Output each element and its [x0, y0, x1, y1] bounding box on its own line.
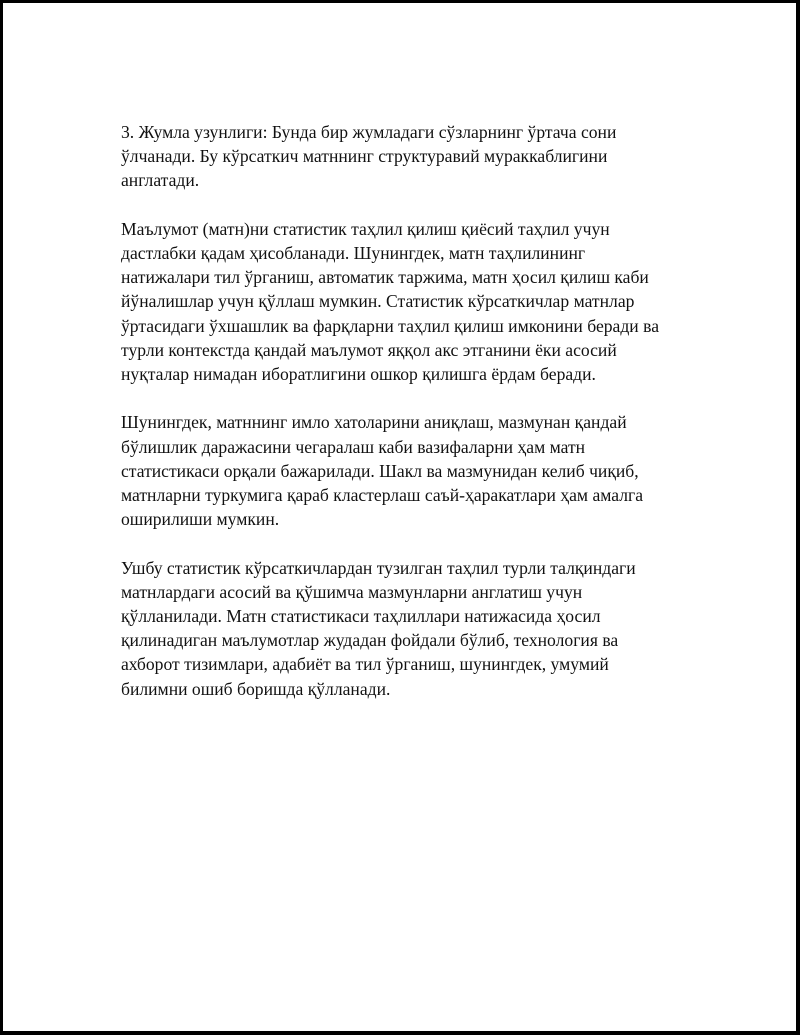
text-line: йўналишлар учун қўллаш мумкин. Статистик кўрсаткичлар матнлар	[121, 291, 635, 312]
text-line: бўлишлик даражасини чегаралаш каби вазифаларни ҳам матн	[121, 436, 586, 457]
text-line: қўлланилади. Матн статистикаси таҳлиллари натижасида ҳосил	[121, 606, 601, 627]
text-line: оширилиши мумкин.	[121, 509, 280, 530]
text-line: англатади.	[121, 170, 200, 191]
text-line: турли контекстда қандай маълумот яққол акс этганини ёки асосий	[121, 339, 617, 360]
text-line: 3. Жумла узунлиги: Бунда бир жумладаги сўзларнинг ўртача сони	[121, 122, 617, 142]
text-line: Ушбу статистик кўрсаткичлардан тузилган таҳлил турли талқиндаги	[121, 557, 636, 578]
paragraph-applications	[121, 556, 701, 701]
paragraph-spelling-clustering	[121, 410, 701, 531]
paragraph-sentence-length	[121, 120, 701, 193]
text-line: ўртасидаги ўхшашлик ва фарқларни таҳлил қилиш имконини беради ва	[121, 315, 660, 336]
text-line: статистикаси орқали бажарилади. Шакл ва мазмунидан келиб чиқиб,	[121, 460, 639, 481]
text-line: матнларни туркумига қараб кластерлаш саъй-ҳаракатлари ҳам амалга	[121, 485, 644, 506]
text-line: натижалари тил ўрганиш, автоматик таржима, матн ҳосил қилиш каби	[121, 267, 649, 288]
text-line: матнлардаги асосий ва қўшимча мазмунларни англатиш учун	[121, 581, 583, 602]
text-line: Маълумот (матн)ни статистик таҳлил қилиш қиёсий таҳлил учун	[121, 218, 610, 239]
text-line: ахборот тизимлари, адабиёт ва тил ўрганиш, шунингдек, умумий	[121, 654, 609, 675]
paragraph-statistical-analysis	[121, 217, 701, 386]
text-line: нуқталар нимадан иборатлигини ошкор қилишга ёрдам беради.	[121, 364, 596, 385]
text-line: билимни ошиб боришда қўлланади.	[121, 678, 391, 699]
text-line: ўлчанади. Бу кўрсаткич матннинг структуравий мураккаблигини	[121, 146, 608, 167]
text-line: Шунингдек, матннинг имло хатоларини аниқлаш, мазмунан қандай	[121, 412, 627, 433]
text-line: қилинадиган маълумотлар жудадан фойдали бўлиб, технология ва	[121, 630, 619, 651]
text-line: дастлабки қадам ҳисобланади. Шунингдек, матн таҳлилининг	[121, 243, 586, 263]
document-body	[121, 120, 701, 725]
